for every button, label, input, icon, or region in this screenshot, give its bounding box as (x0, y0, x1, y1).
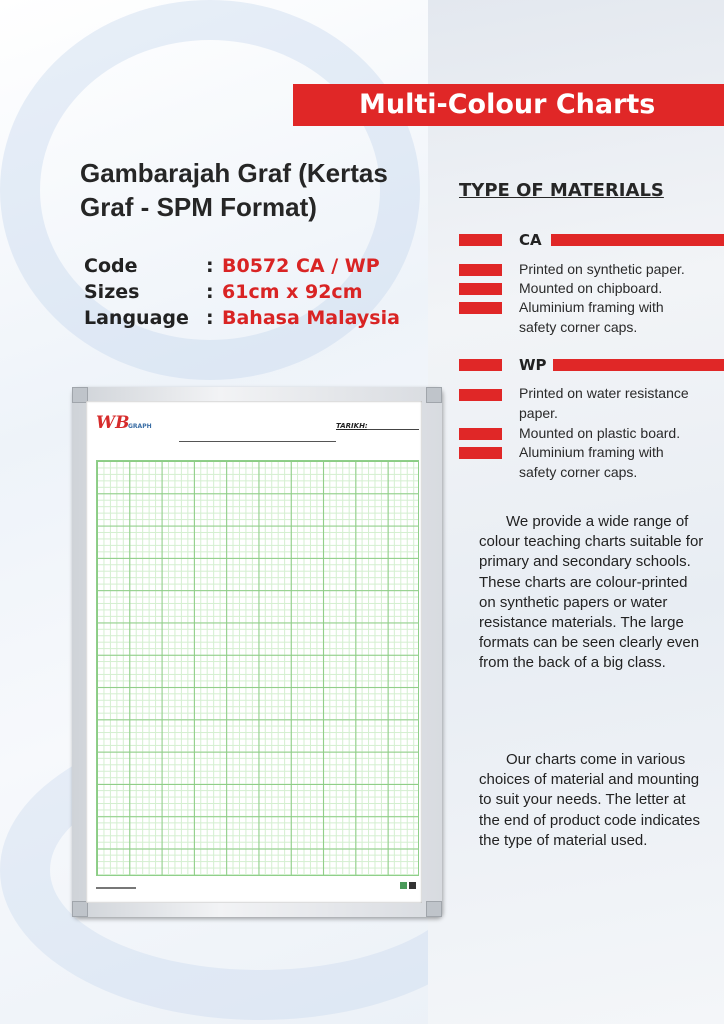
material-item: Aluminium framing with safety corner caps. (519, 444, 664, 480)
description-paragraph (479, 512, 704, 674)
spec-label: Sizes (84, 281, 140, 303)
paragraph-text: Our charts come in various choices of material and mounting to suit your needs. The letter at the end of product code indicates the type of material used. (479, 751, 700, 849)
chart-preview-board (72, 387, 442, 917)
footer-mark (96, 887, 136, 889)
description-paragraph (479, 750, 704, 851)
material-item: Printed on water resistance paper. (519, 385, 689, 421)
product-title: Gambarajah Graf (Kertas Graf - SPM Format) (80, 158, 388, 222)
red-bar (459, 234, 502, 246)
red-bar (459, 447, 502, 459)
spec-value: B0572 CA / WP (222, 255, 380, 277)
logo-subtitle: GRAPH (128, 423, 152, 430)
red-bar (459, 264, 502, 276)
banner-title: Multi-Colour Charts (293, 84, 724, 126)
spec-value: Bahasa Malaysia (222, 307, 400, 329)
red-bar (459, 359, 502, 371)
graph-paper (86, 401, 422, 903)
material-item: Mounted on chipboard. (519, 280, 663, 296)
graph-grid (96, 460, 419, 876)
red-bar (459, 389, 502, 401)
spec-sizes (84, 281, 424, 303)
corner-cap (426, 901, 442, 917)
wb-logo: WB (96, 413, 130, 433)
spec-code (84, 255, 424, 277)
red-bar (551, 234, 724, 246)
colon: : (206, 307, 214, 329)
colon: : (206, 255, 214, 277)
material-item: Mounted on plastic board. (519, 425, 681, 441)
spec-value: 61cm x 92cm (222, 281, 363, 303)
material-code-ca: CA (519, 231, 542, 249)
red-bar (459, 428, 502, 440)
date-label: TARIKH: (336, 422, 368, 430)
materials-heading: TYPE OF MATERIALS (459, 180, 664, 201)
corner-cap (426, 387, 442, 403)
colon: : (206, 281, 214, 303)
footer-logos (400, 882, 416, 889)
spec-label: Language (84, 307, 189, 329)
date-line (367, 429, 419, 430)
red-bar (553, 359, 724, 371)
material-item: Printed on synthetic paper. (519, 261, 685, 277)
title-line (179, 441, 336, 442)
corner-cap (72, 901, 88, 917)
red-bar (459, 302, 502, 314)
spec-language (84, 307, 424, 329)
material-code-wp: WP (519, 356, 547, 374)
red-bar (459, 283, 502, 295)
paragraph-text: We provide a wide range of colour teaching charts suitable for primary and secondary schools. These charts are colour-printed on synthetic papers or water resistance materials. The large formats can be seen clearly even from the back of a big class. (479, 513, 704, 672)
spec-label: Code (84, 255, 138, 277)
material-item: Aluminium framing with safety corner caps. (519, 299, 664, 335)
